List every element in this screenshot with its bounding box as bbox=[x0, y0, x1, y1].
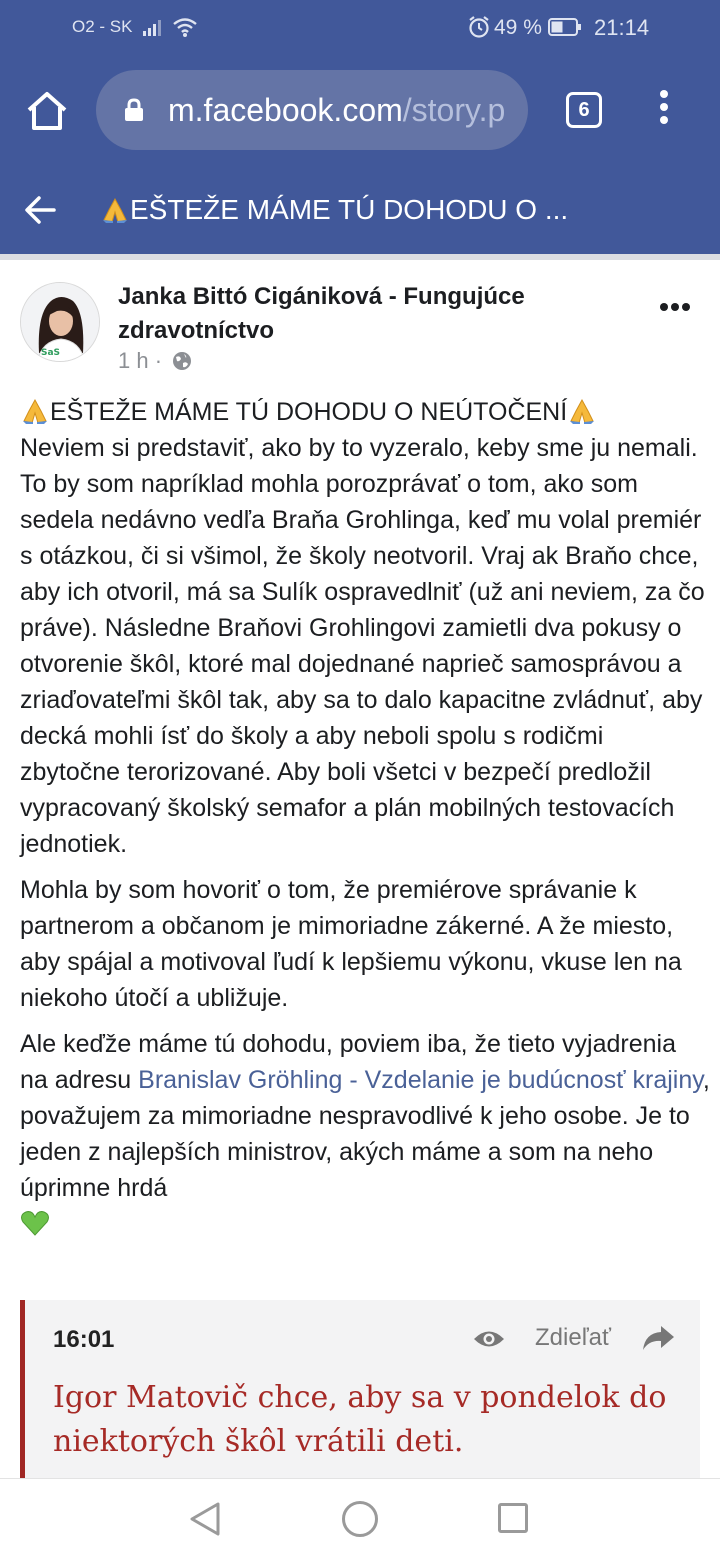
post-meta bbox=[118, 348, 192, 374]
embed-time: 16:01 bbox=[53, 1326, 115, 1353]
tab-switcher-button[interactable]: 6 bbox=[566, 92, 602, 128]
nav-recents-icon[interactable] bbox=[498, 1503, 528, 1533]
post-options-icon[interactable] bbox=[660, 298, 694, 310]
page-header bbox=[0, 166, 720, 254]
avatar-image bbox=[21, 283, 100, 362]
embed-share-label: Zdieľať bbox=[535, 1324, 612, 1351]
globe-icon bbox=[172, 351, 192, 371]
url-host: m.facebook.com bbox=[168, 92, 403, 128]
post-card bbox=[0, 254, 720, 1478]
avatar-logo: SaS bbox=[41, 348, 61, 358]
post-paragraph-1: Neviem si predstaviť, ako by to vyzeralo, keby sme ju nemali. To by som napríklad mohla porozprávať o tom, ako som sedela nedávno vedľa Braňa Grohlinga, keď mu volal premiér s otázkou, či si všimol, že školy neotvoril. Vraj ak Braňo chce, aby ich otvoril, má sa Sulík ospravedlniť (už ani neviem, za čo práve). Následne Braňovi Grohlingovi zamietli dva pokusy o otvorenie škôl, ktoré mal dojednané naprieč samosprávou a zriaďovateľmi škôl tak, aby sa to dalo kapacitne zvládnuť, aby decká mohli ísť do školy a aby neboli spolu s rodičmi zbytočne terorizované. Aby boli všetci v bezpečí predložil vypracovaný školský semafor a plán mobilných testovacích jednotiek. bbox=[20, 434, 705, 858]
folded-hands-icon bbox=[100, 196, 130, 224]
author-avatar[interactable] bbox=[20, 282, 100, 362]
url-text[interactable] bbox=[168, 92, 505, 129]
page-title bbox=[100, 194, 660, 226]
post-paragraph-3 bbox=[20, 1026, 710, 1242]
eye-icon bbox=[473, 1328, 505, 1350]
system-nav-bar bbox=[0, 1478, 720, 1560]
wifi-icon bbox=[172, 16, 198, 38]
post-text bbox=[20, 394, 710, 1252]
browser-menu-icon[interactable] bbox=[650, 90, 678, 130]
nav-back-icon[interactable] bbox=[188, 1501, 222, 1537]
post-time[interactable]: 1 h · bbox=[118, 348, 163, 373]
post-headline: EŠTEŽE MÁME TÚ DOHODU O NEÚTOČENÍ bbox=[50, 398, 568, 426]
embed-headline: Igor Matovič chce, aby sa v pondelok do niektorých škôl vrátili deti. bbox=[53, 1380, 667, 1459]
lock-icon bbox=[124, 98, 144, 122]
post-paragraph bbox=[20, 394, 710, 862]
battery-icon bbox=[548, 18, 582, 36]
post-paragraph-3-start: Ale keďže máme tú dohodu, poviem iba, že tieto vyjadrenia na adresu bbox=[20, 1030, 677, 1094]
tagged-page-link[interactable]: Branislav Gröhling - Vzdelanie je budúcnosť krajiny bbox=[138, 1066, 703, 1094]
page-title-text: EŠTEŽE MÁME TÚ DOHODU O ... bbox=[130, 194, 569, 225]
post-paragraph-2: Mohla by som hovoriť o tom, že premiérove správanie k partnerom a občanom je mimoriadne zákerné. A že miesto, aby spájal a motivoval ľudí k lepšiemu výkonu, vkuse len na niekoho útočí a ubližuje. bbox=[20, 876, 682, 1012]
embedded-image[interactable] bbox=[20, 1300, 700, 1478]
post-paragraph-3-end: , považujem za mimoriadne nespravodlivé k jeho osobe. Je to jeden z najlepších ministrov, akých máme a som na neho úprimne hrdá bbox=[20, 1066, 710, 1202]
share-arrow-icon bbox=[641, 1324, 675, 1352]
url-path: /story.p bbox=[402, 92, 506, 128]
alarm-icon bbox=[467, 15, 491, 39]
clock: 21:14 bbox=[594, 15, 650, 40]
address-bar[interactable] bbox=[96, 70, 528, 150]
back-arrow-icon[interactable] bbox=[22, 192, 58, 228]
carrier-label: O2 - SK bbox=[72, 17, 133, 36]
battery-percent: 49 % bbox=[494, 16, 542, 39]
folded-hands-icon bbox=[567, 397, 597, 425]
nav-home-icon[interactable] bbox=[342, 1501, 378, 1537]
status-bar bbox=[0, 0, 720, 56]
folded-hands-icon bbox=[20, 397, 50, 425]
post-author[interactable]: Janka Bittó Cigániková - Fungujúce zdravotníctvo bbox=[118, 283, 525, 344]
browser-toolbar bbox=[0, 56, 720, 166]
home-icon[interactable] bbox=[24, 88, 70, 134]
signal-icon bbox=[143, 18, 165, 36]
green-heart-icon bbox=[20, 1209, 50, 1237]
